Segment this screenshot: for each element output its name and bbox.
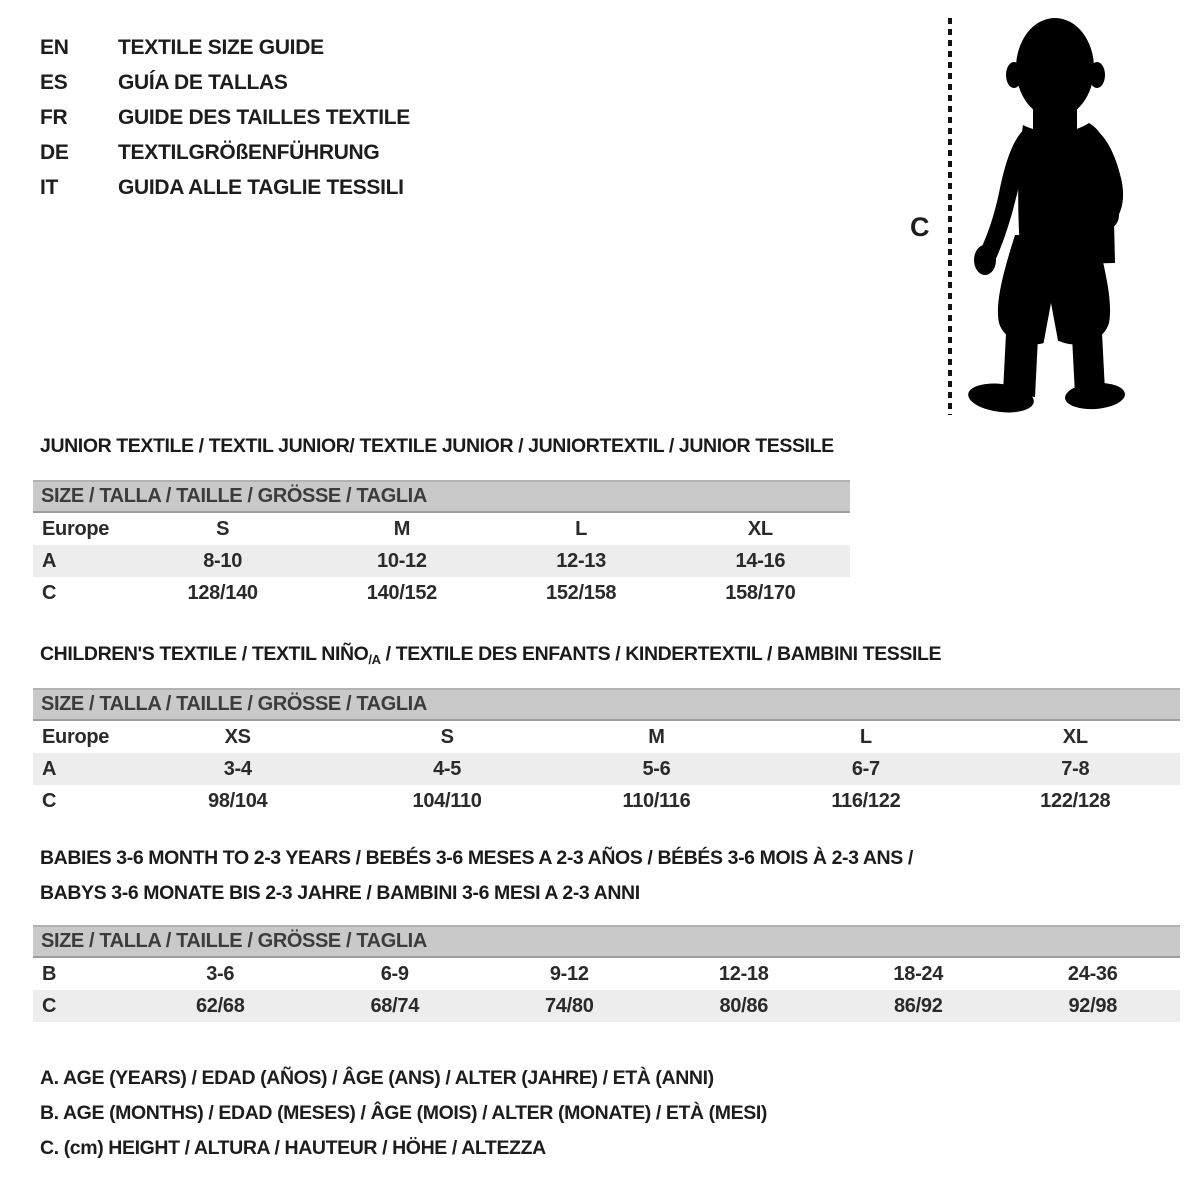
cell: 18-24	[893, 962, 944, 985]
language-title-list	[40, 30, 410, 205]
table-row-height	[33, 577, 850, 609]
row-label: A	[42, 757, 57, 780]
cell: 98/104	[208, 789, 268, 812]
cell: XL	[747, 517, 773, 540]
height-measure-label: C	[910, 212, 930, 242]
row-label: Europe	[42, 517, 110, 540]
cell: 74/80	[544, 994, 594, 1017]
babies-title-line2: BABYS 3-6 MONATE BIS 2-3 JAHRE / BAMBINI 3-6 MESI A 2-3 ANNI	[40, 882, 640, 904]
cell: 62/68	[195, 994, 245, 1017]
language-title: TEXTILE SIZE GUIDE	[118, 35, 324, 59]
language-title: TEXTILGRÖßENFÜHRUNG	[118, 140, 380, 164]
row-label: B	[42, 962, 57, 985]
language-title: GUIDE DES TAILLES TEXTILE	[118, 105, 410, 129]
cell: 7-8	[1061, 757, 1090, 780]
cell: 3-4	[223, 757, 252, 780]
cell: S	[216, 517, 230, 540]
cell: M	[393, 517, 411, 540]
children-title-subscript: /A	[368, 652, 381, 667]
cell: 3-6	[206, 962, 235, 985]
row-label: C	[42, 789, 57, 812]
cell: 116/122	[831, 789, 901, 812]
junior-section-title: JUNIOR TEXTILE / TEXTIL JUNIOR/ TEXTILE JUNIOR / JUNIORTEXTIL / JUNIOR TESSILE	[40, 435, 834, 457]
cell: 122/128	[1040, 789, 1111, 812]
language-row-es	[40, 65, 410, 100]
height-measure-figure	[900, 0, 1160, 430]
table-row-age	[33, 545, 850, 577]
footnote-b: B. AGE (MONTHS) / EDAD (MESES) / ÂGE (MOIS) / ALTER (MONATE) / ETÀ (MESI)	[40, 1102, 767, 1124]
cell: 14-16	[735, 549, 786, 572]
junior-size-table	[33, 480, 850, 609]
language-row-fr	[40, 100, 410, 135]
row-label: C	[42, 581, 57, 604]
language-row-en	[40, 30, 410, 65]
cell: 4-5	[433, 757, 462, 780]
language-title: GUÍA DE TALLAS	[118, 70, 288, 94]
language-code: IT	[40, 175, 59, 199]
height-measure-dashed-line-icon	[948, 18, 952, 415]
cell: 5-6	[642, 757, 671, 780]
cell: 110/116	[622, 789, 691, 812]
table-header-size: SIZE / TALLA / TAILLE / GRÖSSE / TAGLIA	[33, 689, 1180, 720]
cell: XL	[1062, 725, 1088, 748]
cell: 104/110	[412, 789, 482, 812]
cell: 92/98	[1068, 994, 1118, 1017]
row-label: Europe	[42, 725, 110, 748]
cell: 152/158	[546, 581, 617, 604]
footnote-a: A. AGE (YEARS) / EDAD (AÑOS) / ÂGE (ANS) / ALTER (JAHRE) / ETÀ (ANNI)	[40, 1067, 714, 1089]
cell: 86/92	[893, 994, 943, 1017]
babies-title-line1: BABIES 3-6 MONTH TO 2-3 YEARS / BEBÉS 3-6 MESES A 2-3 AÑOS / BÉBÉS 3-6 MOIS À 2-3 ANS /	[40, 847, 913, 869]
language-code: DE	[40, 140, 69, 164]
toddler-silhouette-icon	[963, 13, 1143, 418]
table-row-age-months	[33, 957, 1180, 990]
row-label: A	[42, 549, 57, 572]
language-code: EN	[40, 35, 69, 59]
language-code: ES	[40, 70, 68, 94]
legend-footnotes	[40, 1061, 767, 1166]
cell: 8-10	[203, 549, 243, 572]
babies-size-table	[33, 925, 1180, 1022]
cell: 158/170	[725, 581, 796, 604]
language-row-de	[40, 135, 410, 170]
cell: 6-9	[380, 962, 409, 985]
cell: 24-36	[1067, 962, 1118, 985]
cell: L	[575, 517, 588, 540]
children-title-pre: CHILDREN'S TEXTILE / TEXTIL NIÑO	[40, 643, 369, 665]
table-row-age	[33, 753, 1180, 785]
table-row-height	[33, 990, 1180, 1022]
cell: 12-18	[718, 962, 769, 985]
table-row-height	[33, 785, 1180, 817]
table-header-size: SIZE / TALLA / TAILLE / GRÖSSE / TAGLIA	[33, 481, 850, 512]
children-size-table	[33, 688, 1180, 817]
table-header-size: SIZE / TALLA / TAILLE / GRÖSSE / TAGLIA	[33, 926, 1180, 957]
cell: 80/86	[719, 994, 769, 1017]
language-code: FR	[40, 105, 68, 129]
table-row-europe	[33, 512, 850, 545]
cell: 128/140	[187, 581, 258, 604]
babies-section-title	[40, 841, 913, 911]
cell: S	[440, 725, 454, 748]
cell: L	[859, 725, 872, 748]
language-row-it	[40, 170, 410, 205]
cell: 10-12	[377, 549, 427, 572]
table-row-europe	[33, 720, 1180, 753]
language-title: GUIDA ALLE TAGLIE TESSILI	[118, 175, 404, 199]
cell: 12-13	[556, 549, 606, 572]
cell: XS	[224, 725, 251, 748]
cell: 68/74	[370, 994, 420, 1017]
footnote-c: C. (cm) HEIGHT / ALTURA / HAUTEUR / HÖHE / ALTEZZA	[40, 1137, 546, 1159]
cell: 9-12	[549, 962, 589, 985]
cell: M	[648, 725, 665, 748]
cell: 6-7	[851, 757, 880, 780]
row-label: C	[42, 994, 57, 1017]
children-section-title	[40, 643, 941, 667]
cell: 140/152	[366, 581, 437, 604]
children-title-post: / TEXTILE DES ENFANTS / KINDERTEXTIL / BAMBINI TESSILE	[380, 643, 942, 665]
